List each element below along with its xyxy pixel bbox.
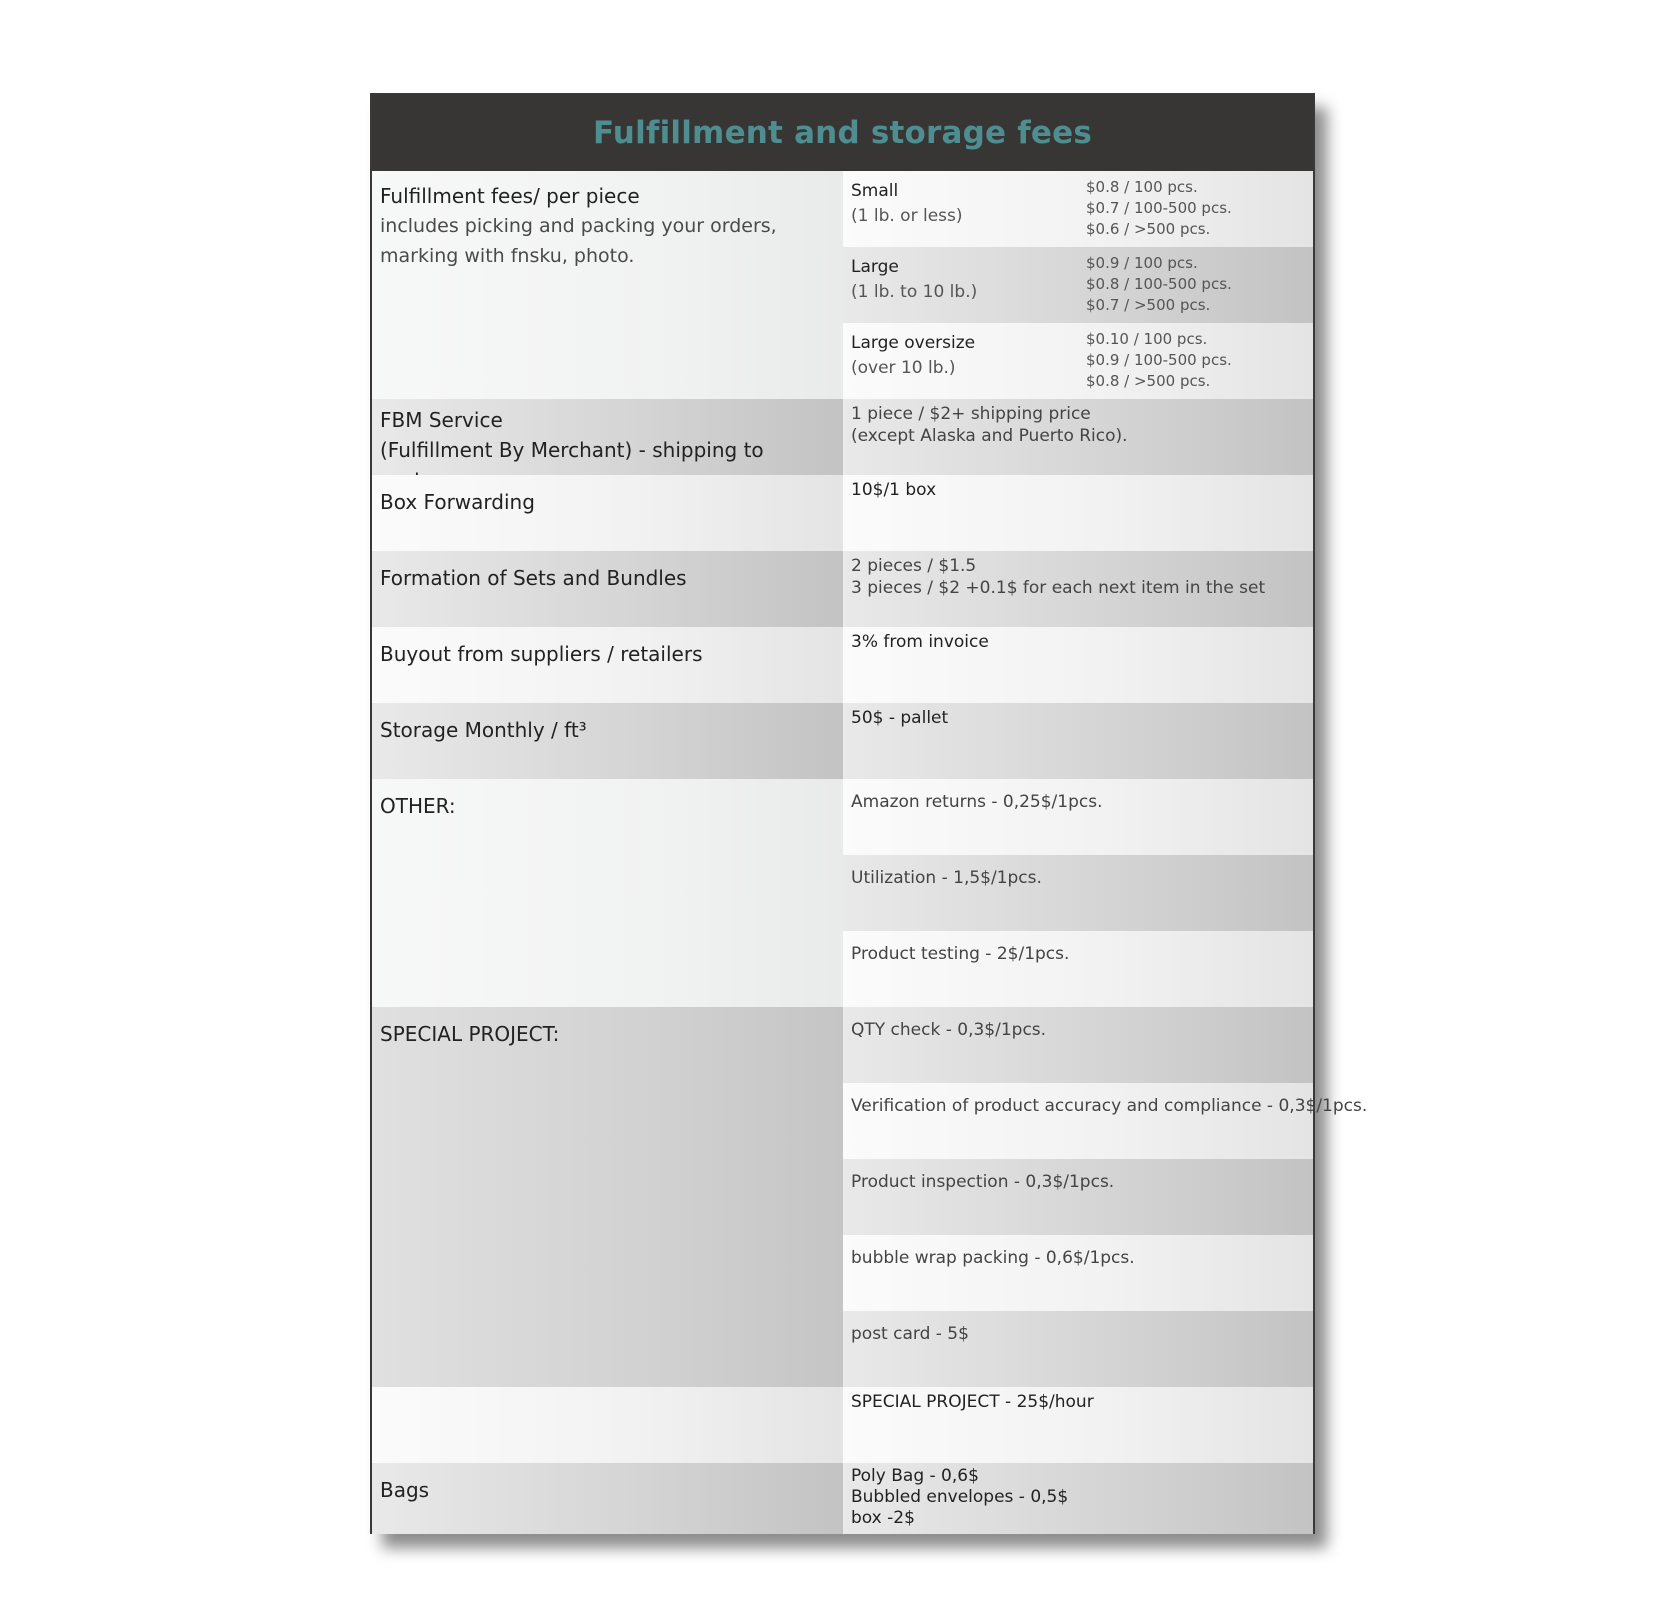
fulfillment-desc-1: includes picking and packing your orders, — [380, 215, 777, 237]
fbm-label-2: (Fulfillment By Merchant) - shipping to — [380, 438, 764, 462]
special-hourly-value: SPECIAL PROJECT - 25$/hour — [851, 1392, 1094, 1412]
fbm-value-cell — [843, 399, 1313, 475]
bags-item: box -2$ — [851, 1508, 915, 1528]
other-item: Utilization - 1,5$/1pcs. — [851, 868, 1042, 888]
price: $0.9 / 100 pcs. — [1086, 254, 1198, 272]
size-note: (1 lb. or less) — [851, 206, 963, 226]
special-label-cell — [372, 1007, 843, 1387]
size-name: Small — [851, 181, 899, 201]
sets-value-2: 3 pieces / $2 +0.1$ for each next item in the set — [851, 578, 1266, 598]
list-item — [843, 1235, 1313, 1311]
fbm-label-1: FBM Service — [380, 408, 503, 432]
price: $0.10 / 100 pcs. — [1086, 330, 1208, 348]
size-note: (over 10 lb.) — [851, 358, 956, 378]
row-fulfillment — [372, 171, 1313, 399]
buyout-label: Buyout from suppliers / retailers — [380, 642, 703, 666]
storage-value: 50$ - pallet — [851, 708, 949, 728]
size-small — [843, 171, 1313, 247]
buyout-value-cell — [843, 627, 1313, 703]
other-item: Product testing - 2$/1pcs. — [851, 944, 1070, 964]
price: $0.8 / 100-500 pcs. — [1086, 275, 1232, 293]
fulfillment-desc-2: marking with fnsku, photo. — [380, 245, 635, 267]
sets-value-cell — [843, 551, 1313, 627]
row-storage — [372, 703, 1313, 779]
list-item — [843, 779, 1313, 855]
special-item: Verification of product accuracy and compliance - 0,3$/1pcs. — [851, 1096, 1368, 1116]
size-large — [843, 247, 1313, 323]
price: $0.8 / >500 pcs. — [1086, 372, 1211, 390]
price: $0.9 / 100-500 pcs. — [1086, 351, 1232, 369]
special-label: SPECIAL PROJECT: — [380, 1022, 560, 1046]
bags-label-cell — [372, 1463, 843, 1534]
fees-card — [370, 93, 1368, 1534]
buyout-label-cell — [372, 627, 843, 703]
row-box-forwarding — [372, 475, 1313, 551]
price: $0.7 / >500 pcs. — [1086, 296, 1211, 314]
list-item — [843, 1007, 1313, 1083]
storage-label-cell — [372, 703, 843, 779]
bags-item: Bubbled envelopes - 0,5$ — [851, 1487, 1069, 1507]
other-item: Amazon returns - 0,25$/1pcs. — [851, 792, 1103, 812]
size-name: Large — [851, 257, 899, 277]
price: $0.6 / >500 pcs. — [1086, 220, 1211, 238]
fbm-label-cell — [372, 399, 843, 475]
sets-label-cell — [372, 551, 843, 627]
row-fbm — [372, 399, 1313, 475]
row-other — [372, 779, 1313, 1007]
special-item: QTY check - 0,3$/1pcs. — [851, 1020, 1047, 1040]
row-special-project — [372, 1007, 1368, 1387]
row-special-hourly — [372, 1387, 1313, 1463]
special-item: post card - 5$ — [851, 1324, 969, 1344]
fulfillment-label-cell — [372, 171, 843, 399]
list-item — [843, 1083, 1368, 1159]
card-header — [372, 95, 1313, 171]
box-forwarding-value: 10$/1 box — [851, 480, 937, 500]
other-items — [843, 779, 1313, 1007]
row-sets — [372, 551, 1313, 627]
other-label-cell — [372, 779, 843, 1007]
sets-label: Formation of Sets and Bundles — [380, 566, 687, 590]
list-item — [843, 1159, 1313, 1235]
bags-label: Bags — [380, 1478, 430, 1502]
price: $0.7 / 100-500 pcs. — [1086, 199, 1232, 217]
sets-value-1: 2 pieces / $1.5 — [851, 556, 977, 576]
buyout-value: 3% from invoice — [851, 632, 989, 652]
fbm-value-1: 1 piece / $2+ shipping price — [851, 404, 1091, 424]
list-item — [843, 855, 1313, 931]
fulfillment-sizes — [843, 171, 1313, 399]
other-label: OTHER: — [380, 794, 456, 818]
special-hourly-cell — [843, 1387, 1313, 1463]
price: $0.8 / 100 pcs. — [1086, 178, 1198, 196]
fulfillment-label: Fulfillment fees/ per piece — [380, 184, 640, 208]
row-buyout — [372, 627, 1313, 703]
special-items — [843, 1007, 1368, 1387]
empty-label-cell — [372, 1387, 843, 1463]
size-name: Large oversize — [851, 333, 976, 353]
bags-item: Poly Bag - 0,6$ — [851, 1466, 979, 1486]
fbm-value-2: (except Alaska and Puerto Rico). — [851, 426, 1128, 446]
special-item: bubble wrap packing - 0,6$/1pcs. — [851, 1248, 1135, 1268]
size-note: (1 lb. to 10 lb.) — [851, 282, 978, 302]
row-bags — [372, 1463, 1313, 1534]
box-forwarding-value-cell — [843, 475, 1313, 551]
list-item — [843, 1311, 1313, 1387]
list-item — [843, 931, 1313, 1007]
storage-value-cell — [843, 703, 1313, 779]
size-large-oversize — [843, 323, 1313, 399]
storage-label: Storage Monthly / ft³ — [380, 718, 587, 742]
special-item: Product inspection - 0,3$/1pcs. — [851, 1172, 1115, 1192]
box-forwarding-label: Box Forwarding — [380, 490, 535, 514]
box-forwarding-label-cell — [372, 475, 843, 551]
bags-value-cell — [843, 1463, 1313, 1534]
card-title: Fulfillment and storage fees — [592, 115, 1093, 151]
